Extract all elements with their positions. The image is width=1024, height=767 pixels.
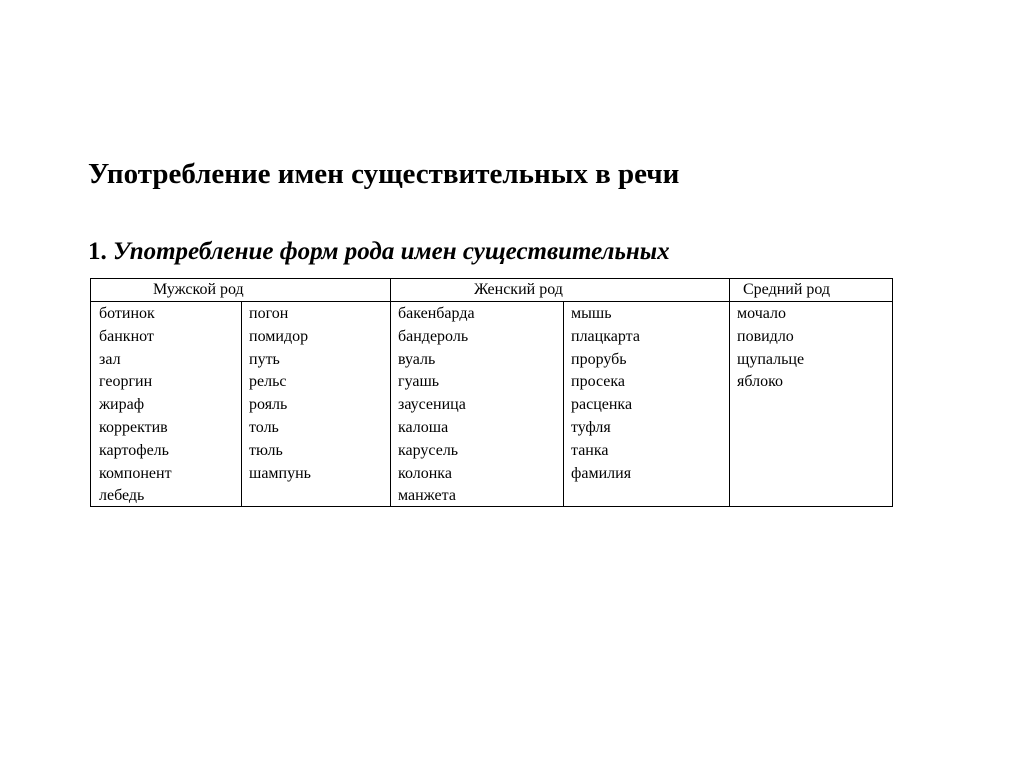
word-item: лебедь xyxy=(99,487,145,505)
column-divider xyxy=(390,279,391,506)
word-item: компонент xyxy=(99,464,172,482)
gender-table xyxy=(90,278,893,507)
page-title: Употребление имен существительных в речи xyxy=(88,158,680,190)
header-divider xyxy=(91,301,892,302)
section-number: 1. xyxy=(88,238,107,265)
word-item: георгин xyxy=(99,373,153,391)
header-masculine: Мужской род xyxy=(153,281,244,298)
word-item: рояль xyxy=(249,396,288,414)
word-item: погон xyxy=(249,305,289,322)
word-item: бандероль xyxy=(398,327,469,345)
word-item: гуашь xyxy=(398,373,440,391)
word-item: рельс xyxy=(249,373,287,391)
section-title: Употребление форм рода имен существительных xyxy=(113,238,670,265)
word-item: помидор xyxy=(249,327,309,345)
header-neuter: Средний род xyxy=(743,281,831,298)
word-item: ботинок xyxy=(99,305,155,322)
word-item: прорубь xyxy=(571,350,627,368)
header-feminine: Женский род xyxy=(474,281,563,298)
word-item: танка xyxy=(571,441,609,459)
word-item: зал xyxy=(99,350,121,368)
word-item: калоша xyxy=(398,418,449,436)
word-item: путь xyxy=(249,350,280,368)
word-item: мышь xyxy=(571,305,612,322)
word-item: вуаль xyxy=(398,350,436,368)
word-item: туфля xyxy=(571,418,611,436)
section-heading xyxy=(88,238,670,266)
column-masculine-1 xyxy=(99,303,172,508)
column-feminine-1 xyxy=(398,303,475,508)
column-divider xyxy=(729,279,730,506)
word-item: банкнот xyxy=(99,327,154,345)
word-item: толь xyxy=(249,418,279,436)
word-item: плацкарта xyxy=(571,327,640,345)
word-item: просека xyxy=(571,373,625,391)
word-item: повидло xyxy=(737,327,794,345)
column-divider xyxy=(563,301,564,506)
word-item: картофель xyxy=(99,441,169,459)
word-item: фамилия xyxy=(571,464,632,482)
word-item: колонка xyxy=(398,464,452,482)
word-item: яблоко xyxy=(737,373,784,391)
column-feminine-2 xyxy=(571,303,640,485)
word-item: щупальце xyxy=(737,350,805,368)
word-item: жираф xyxy=(99,396,145,414)
word-item: манжета xyxy=(398,487,456,505)
column-neuter xyxy=(737,303,804,394)
word-item: расценка xyxy=(571,396,633,414)
word-item: карусель xyxy=(398,441,459,459)
word-item: шампунь xyxy=(249,464,311,482)
word-item: заусеница xyxy=(398,396,466,414)
column-divider xyxy=(241,301,242,506)
word-item: тюль xyxy=(249,441,283,459)
word-item: корректив xyxy=(99,418,168,436)
word-item: мочало xyxy=(737,305,786,322)
word-item: бакенбарда xyxy=(398,305,475,322)
column-masculine-2 xyxy=(249,303,311,485)
